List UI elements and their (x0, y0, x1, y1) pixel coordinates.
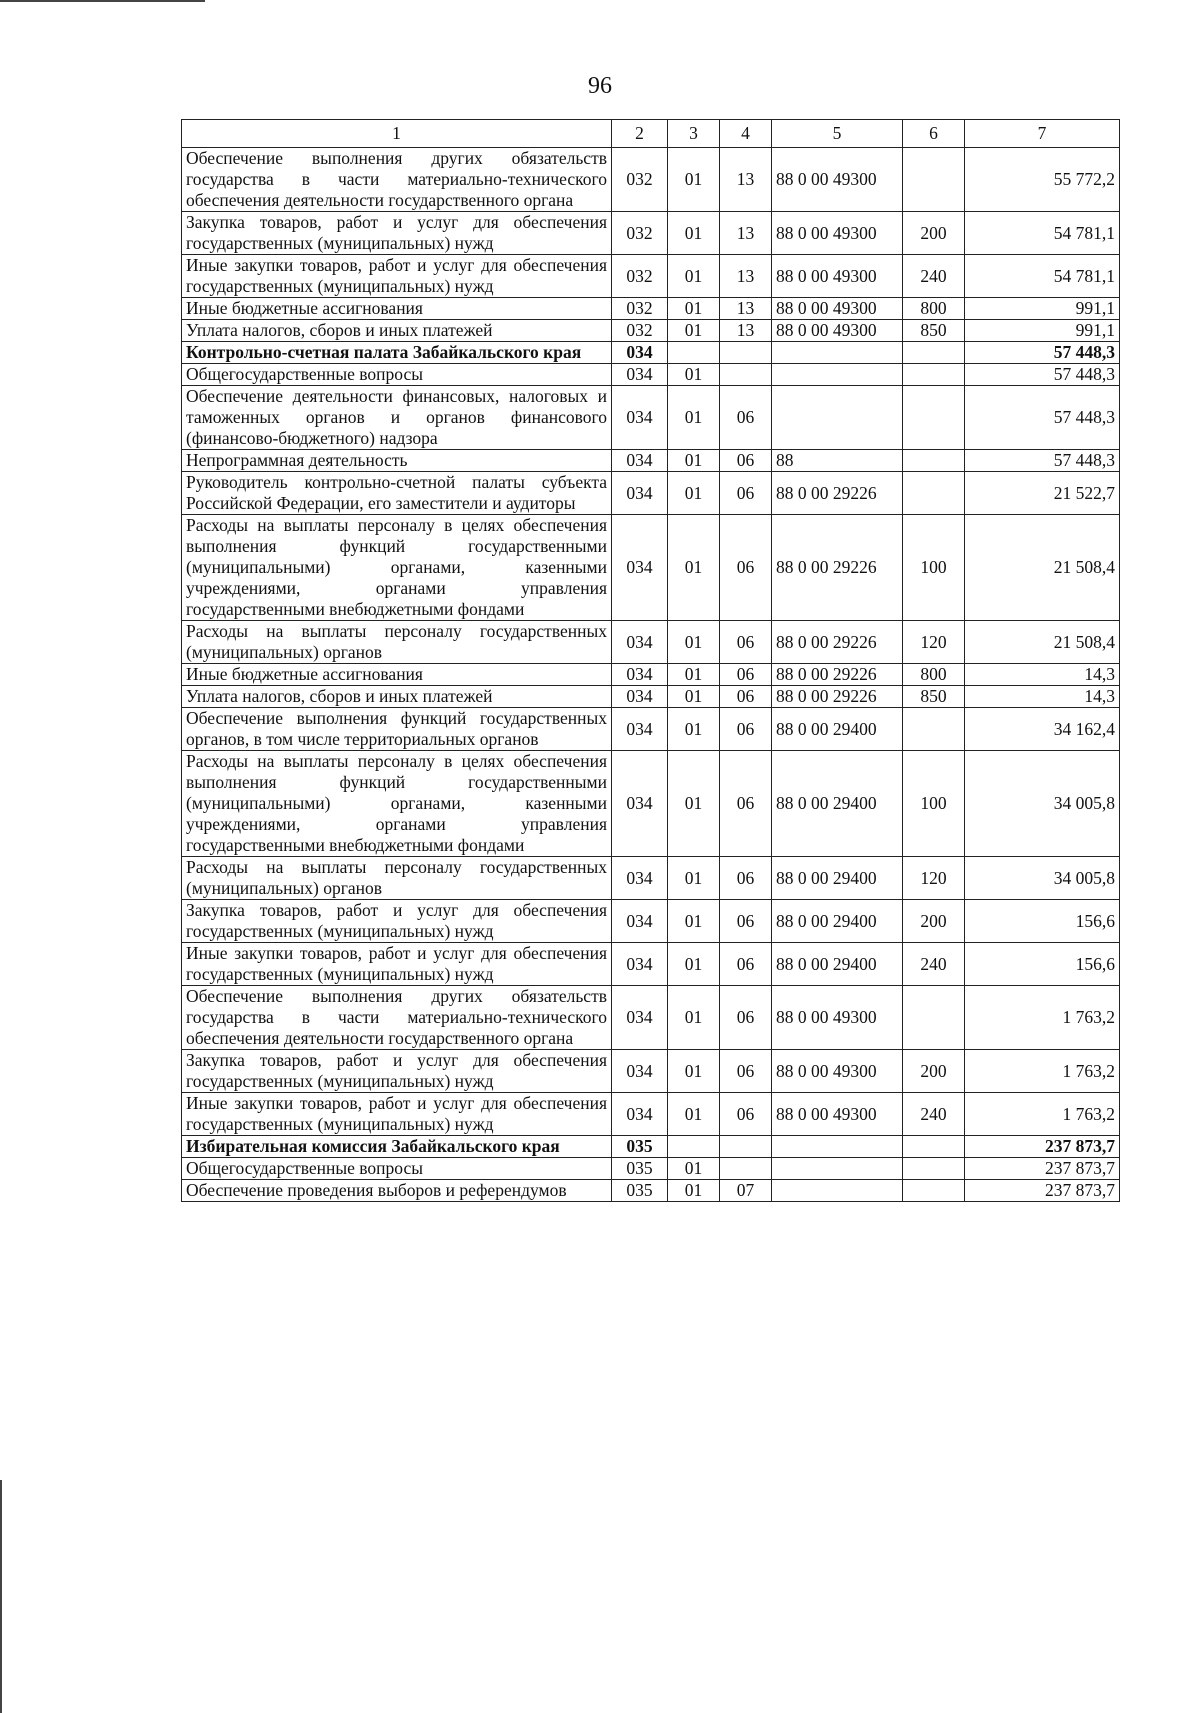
page-number: 96 (588, 73, 612, 99)
row-name-cell: Обеспечение выполнения других обязательств государства в части материально-технического обеспечения деятельности государственного органа (182, 148, 612, 212)
table-row (182, 1180, 1120, 1202)
row-amount-cell: 991,1 (965, 298, 1120, 320)
row-expense-type-cell: 200 (903, 212, 965, 255)
row-target-article-cell: 88 0 00 29226 (772, 472, 903, 515)
row-name-cell: Контрольно-счетная палата Забайкальского края (182, 342, 612, 364)
row-subsection-cell: 07 (720, 1180, 772, 1202)
row-subsection-cell: 13 (720, 298, 772, 320)
row-expense-type-cell: 120 (903, 621, 965, 664)
table-row (182, 1050, 1120, 1093)
row-subsection-cell (720, 342, 772, 364)
row-expense-type-cell: 100 (903, 751, 965, 857)
row-subsection-cell: 06 (720, 386, 772, 450)
row-section-cell: 01 (668, 320, 720, 342)
row-target-article-cell: 88 (772, 450, 903, 472)
row-name-cell: Обеспечение выполнения функций государственных органов, в том числе территориальных органов (182, 708, 612, 751)
table-body (182, 120, 1120, 1202)
row-target-article-cell (772, 386, 903, 450)
row-amount-cell: 21 508,4 (965, 621, 1120, 664)
row-amount-cell: 14,3 (965, 664, 1120, 686)
row-target-article-cell: 88 0 00 49300 (772, 148, 903, 212)
row-grbs-cell: 034 (612, 664, 668, 686)
row-section-cell: 01 (668, 386, 720, 450)
row-expense-type-cell: 240 (903, 1093, 965, 1136)
row-name-cell: Расходы на выплаты персоналу государственных (муниципальных) органов (182, 857, 612, 900)
row-amount-cell: 991,1 (965, 320, 1120, 342)
row-name-cell: Уплата налогов, сборов и иных платежей (182, 320, 612, 342)
row-expense-type-cell: 850 (903, 686, 965, 708)
table-row (182, 255, 1120, 298)
row-amount-cell: 57 448,3 (965, 386, 1120, 450)
row-subsection-cell: 06 (720, 708, 772, 751)
row-section-cell: 01 (668, 986, 720, 1050)
row-name-cell: Расходы на выплаты персоналу в целях обеспечения выполнения функций государственными (муниципальными) органами, казенными учреждениями, органами управления государственными внебюджетными фондами (182, 515, 612, 621)
row-amount-cell: 1 763,2 (965, 1093, 1120, 1136)
row-grbs-cell: 034 (612, 751, 668, 857)
row-target-article-cell (772, 1180, 903, 1202)
row-target-article-cell: 88 0 00 29226 (772, 664, 903, 686)
row-name-cell: Избирательная комиссия Забайкальского края (182, 1136, 612, 1158)
table-row (182, 1136, 1120, 1158)
row-expense-type-cell (903, 986, 965, 1050)
row-expense-type-cell: 800 (903, 298, 965, 320)
row-target-article-cell: 88 0 00 49300 (772, 1093, 903, 1136)
row-subsection-cell: 06 (720, 986, 772, 1050)
row-subsection-cell: 06 (720, 900, 772, 943)
column-header: 4 (720, 120, 772, 148)
table-row (182, 450, 1120, 472)
row-expense-type-cell: 200 (903, 900, 965, 943)
row-expense-type-cell (903, 450, 965, 472)
row-grbs-cell: 034 (612, 686, 668, 708)
row-grbs-cell: 035 (612, 1180, 668, 1202)
row-target-article-cell: 88 0 00 29400 (772, 943, 903, 986)
row-section-cell: 01 (668, 857, 720, 900)
row-subsection-cell: 06 (720, 686, 772, 708)
row-subsection-cell: 06 (720, 450, 772, 472)
row-grbs-cell: 034 (612, 857, 668, 900)
row-name-cell: Обеспечение выполнения других обязательств государства в части материально-технического обеспечения деятельности государственного органа (182, 986, 612, 1050)
row-expense-type-cell: 240 (903, 943, 965, 986)
row-section-cell: 01 (668, 708, 720, 751)
row-grbs-cell: 034 (612, 708, 668, 751)
table-row (182, 621, 1120, 664)
row-subsection-cell: 06 (720, 621, 772, 664)
row-amount-cell: 54 781,1 (965, 255, 1120, 298)
row-name-cell: Иные закупки товаров, работ и услуг для обеспечения государственных (муниципальных) нужд (182, 943, 612, 986)
row-name-cell: Иные бюджетные ассигнования (182, 664, 612, 686)
row-section-cell: 01 (668, 1093, 720, 1136)
row-amount-cell: 34 005,8 (965, 857, 1120, 900)
row-target-article-cell: 88 0 00 29226 (772, 515, 903, 621)
row-target-article-cell (772, 342, 903, 364)
row-expense-type-cell (903, 1158, 965, 1180)
row-section-cell: 01 (668, 212, 720, 255)
row-section-cell: 01 (668, 450, 720, 472)
row-section-cell: 01 (668, 148, 720, 212)
row-grbs-cell: 034 (612, 515, 668, 621)
row-grbs-cell: 034 (612, 386, 668, 450)
row-name-cell: Иные закупки товаров, работ и услуг для обеспечения государственных (муниципальных) нужд (182, 1093, 612, 1136)
row-section-cell (668, 1136, 720, 1158)
budget-table (181, 119, 1120, 1202)
scan-edge-left (0, 1480, 2, 1713)
row-name-cell: Уплата налогов, сборов и иных платежей (182, 686, 612, 708)
row-name-cell: Обеспечение деятельности финансовых, налоговых и таможенных органов и органов финансового (финансово-бюджетного) надзора (182, 386, 612, 450)
row-subsection-cell: 06 (720, 857, 772, 900)
row-grbs-cell: 032 (612, 255, 668, 298)
row-name-cell: Обеспечение проведения выборов и референдумов (182, 1180, 612, 1202)
row-section-cell: 01 (668, 298, 720, 320)
row-amount-cell: 237 873,7 (965, 1158, 1120, 1180)
row-amount-cell: 57 448,3 (965, 450, 1120, 472)
row-expense-type-cell (903, 342, 965, 364)
table-row (182, 515, 1120, 621)
row-section-cell (668, 342, 720, 364)
row-subsection-cell: 13 (720, 320, 772, 342)
row-grbs-cell: 034 (612, 900, 668, 943)
table-row (182, 298, 1120, 320)
row-name-cell: Расходы на выплаты персоналу государственных (муниципальных) органов (182, 621, 612, 664)
table-row (182, 342, 1120, 364)
row-section-cell: 01 (668, 1180, 720, 1202)
row-section-cell: 01 (668, 621, 720, 664)
row-section-cell: 01 (668, 686, 720, 708)
row-section-cell: 01 (668, 364, 720, 386)
column-header-row (182, 120, 1120, 148)
row-amount-cell: 55 772,2 (965, 148, 1120, 212)
row-grbs-cell: 034 (612, 472, 668, 515)
row-grbs-cell: 035 (612, 1136, 668, 1158)
row-name-cell: Закупка товаров, работ и услуг для обеспечения государственных (муниципальных) нужд (182, 900, 612, 943)
table-row (182, 751, 1120, 857)
row-name-cell: Закупка товаров, работ и услуг для обеспечения государственных (муниципальных) нужд (182, 1050, 612, 1093)
row-subsection-cell: 13 (720, 255, 772, 298)
row-amount-cell: 21 508,4 (965, 515, 1120, 621)
row-section-cell: 01 (668, 1050, 720, 1093)
column-header: 1 (182, 120, 612, 148)
row-subsection-cell: 13 (720, 148, 772, 212)
row-grbs-cell: 034 (612, 1050, 668, 1093)
row-amount-cell: 237 873,7 (965, 1136, 1120, 1158)
row-section-cell: 01 (668, 900, 720, 943)
column-header: 7 (965, 120, 1120, 148)
row-name-cell: Иные закупки товаров, работ и услуг для обеспечения государственных (муниципальных) нужд (182, 255, 612, 298)
row-subsection-cell: 06 (720, 943, 772, 986)
scan-edge-top (0, 0, 205, 2)
row-grbs-cell: 034 (612, 342, 668, 364)
row-section-cell: 01 (668, 943, 720, 986)
table-row (182, 212, 1120, 255)
row-expense-type-cell (903, 148, 965, 212)
row-expense-type-cell (903, 472, 965, 515)
row-grbs-cell: 032 (612, 148, 668, 212)
row-expense-type-cell (903, 708, 965, 751)
row-subsection-cell: 13 (720, 212, 772, 255)
row-expense-type-cell: 800 (903, 664, 965, 686)
row-name-cell: Закупка товаров, работ и услуг для обеспечения государственных (муниципальных) нужд (182, 212, 612, 255)
row-target-article-cell: 88 0 00 29400 (772, 751, 903, 857)
row-target-article-cell (772, 1136, 903, 1158)
row-expense-type-cell (903, 1136, 965, 1158)
column-header: 3 (668, 120, 720, 148)
row-amount-cell: 1 763,2 (965, 1050, 1120, 1093)
row-grbs-cell: 034 (612, 450, 668, 472)
row-section-cell: 01 (668, 255, 720, 298)
row-grbs-cell: 034 (612, 364, 668, 386)
row-target-article-cell (772, 364, 903, 386)
table-row (182, 686, 1120, 708)
row-section-cell: 01 (668, 1158, 720, 1180)
row-subsection-cell: 06 (720, 472, 772, 515)
row-section-cell: 01 (668, 751, 720, 857)
row-grbs-cell: 035 (612, 1158, 668, 1180)
row-subsection-cell (720, 1158, 772, 1180)
row-amount-cell: 1 763,2 (965, 986, 1120, 1050)
row-expense-type-cell: 120 (903, 857, 965, 900)
row-amount-cell: 57 448,3 (965, 364, 1120, 386)
row-name-cell: Руководитель контрольно-счетной палаты субъекта Российской Федерации, его заместители и аудиторы (182, 472, 612, 515)
row-expense-type-cell (903, 364, 965, 386)
table-row (182, 386, 1120, 450)
row-name-cell: Общегосударственные вопросы (182, 1158, 612, 1180)
row-expense-type-cell: 850 (903, 320, 965, 342)
row-target-article-cell: 88 0 00 49300 (772, 1050, 903, 1093)
table-row (182, 148, 1120, 212)
row-target-article-cell: 88 0 00 29226 (772, 686, 903, 708)
row-section-cell: 01 (668, 664, 720, 686)
row-grbs-cell: 034 (612, 1093, 668, 1136)
row-subsection-cell: 06 (720, 515, 772, 621)
row-target-article-cell (772, 1158, 903, 1180)
table-row (182, 986, 1120, 1050)
row-subsection-cell (720, 1136, 772, 1158)
table-row (182, 320, 1120, 342)
table-row (182, 364, 1120, 386)
row-amount-cell: 54 781,1 (965, 212, 1120, 255)
row-target-article-cell: 88 0 00 29400 (772, 900, 903, 943)
row-amount-cell: 34 162,4 (965, 708, 1120, 751)
row-grbs-cell: 034 (612, 621, 668, 664)
row-target-article-cell: 88 0 00 29226 (772, 621, 903, 664)
row-section-cell: 01 (668, 472, 720, 515)
row-expense-type-cell (903, 386, 965, 450)
row-target-article-cell: 88 0 00 29400 (772, 708, 903, 751)
row-target-article-cell: 88 0 00 49300 (772, 986, 903, 1050)
table-row (182, 708, 1120, 751)
row-name-cell: Расходы на выплаты персоналу в целях обеспечения выполнения функций государственными (муниципальными) органами, казенными учреждениями, органами управления государственными внебюджетными фондами (182, 751, 612, 857)
table-row (182, 900, 1120, 943)
row-name-cell: Иные бюджетные ассигнования (182, 298, 612, 320)
row-expense-type-cell: 200 (903, 1050, 965, 1093)
row-subsection-cell: 06 (720, 1050, 772, 1093)
row-subsection-cell: 06 (720, 664, 772, 686)
row-expense-type-cell: 100 (903, 515, 965, 621)
column-header: 6 (903, 120, 965, 148)
row-amount-cell: 156,6 (965, 943, 1120, 986)
row-amount-cell: 21 522,7 (965, 472, 1120, 515)
column-header: 5 (772, 120, 903, 148)
row-amount-cell: 156,6 (965, 900, 1120, 943)
row-expense-type-cell: 240 (903, 255, 965, 298)
row-amount-cell: 34 005,8 (965, 751, 1120, 857)
row-subsection-cell: 06 (720, 751, 772, 857)
row-name-cell: Общегосударственные вопросы (182, 364, 612, 386)
row-grbs-cell: 032 (612, 320, 668, 342)
row-amount-cell: 237 873,7 (965, 1180, 1120, 1202)
row-grbs-cell: 032 (612, 212, 668, 255)
table-row (182, 1093, 1120, 1136)
row-expense-type-cell (903, 1180, 965, 1202)
row-target-article-cell: 88 0 00 49300 (772, 298, 903, 320)
row-target-article-cell: 88 0 00 49300 (772, 320, 903, 342)
table-row (182, 943, 1120, 986)
row-target-article-cell: 88 0 00 29400 (772, 857, 903, 900)
row-target-article-cell: 88 0 00 49300 (772, 255, 903, 298)
row-grbs-cell: 034 (612, 986, 668, 1050)
table-row (182, 472, 1120, 515)
row-name-cell: Непрограммная деятельность (182, 450, 612, 472)
table-row (182, 857, 1120, 900)
row-grbs-cell: 032 (612, 298, 668, 320)
row-subsection-cell (720, 364, 772, 386)
table-row (182, 1158, 1120, 1180)
row-section-cell: 01 (668, 515, 720, 621)
column-header: 2 (612, 120, 668, 148)
table-row (182, 664, 1120, 686)
row-amount-cell: 14,3 (965, 686, 1120, 708)
row-grbs-cell: 034 (612, 943, 668, 986)
row-subsection-cell: 06 (720, 1093, 772, 1136)
row-target-article-cell: 88 0 00 49300 (772, 212, 903, 255)
row-amount-cell: 57 448,3 (965, 342, 1120, 364)
